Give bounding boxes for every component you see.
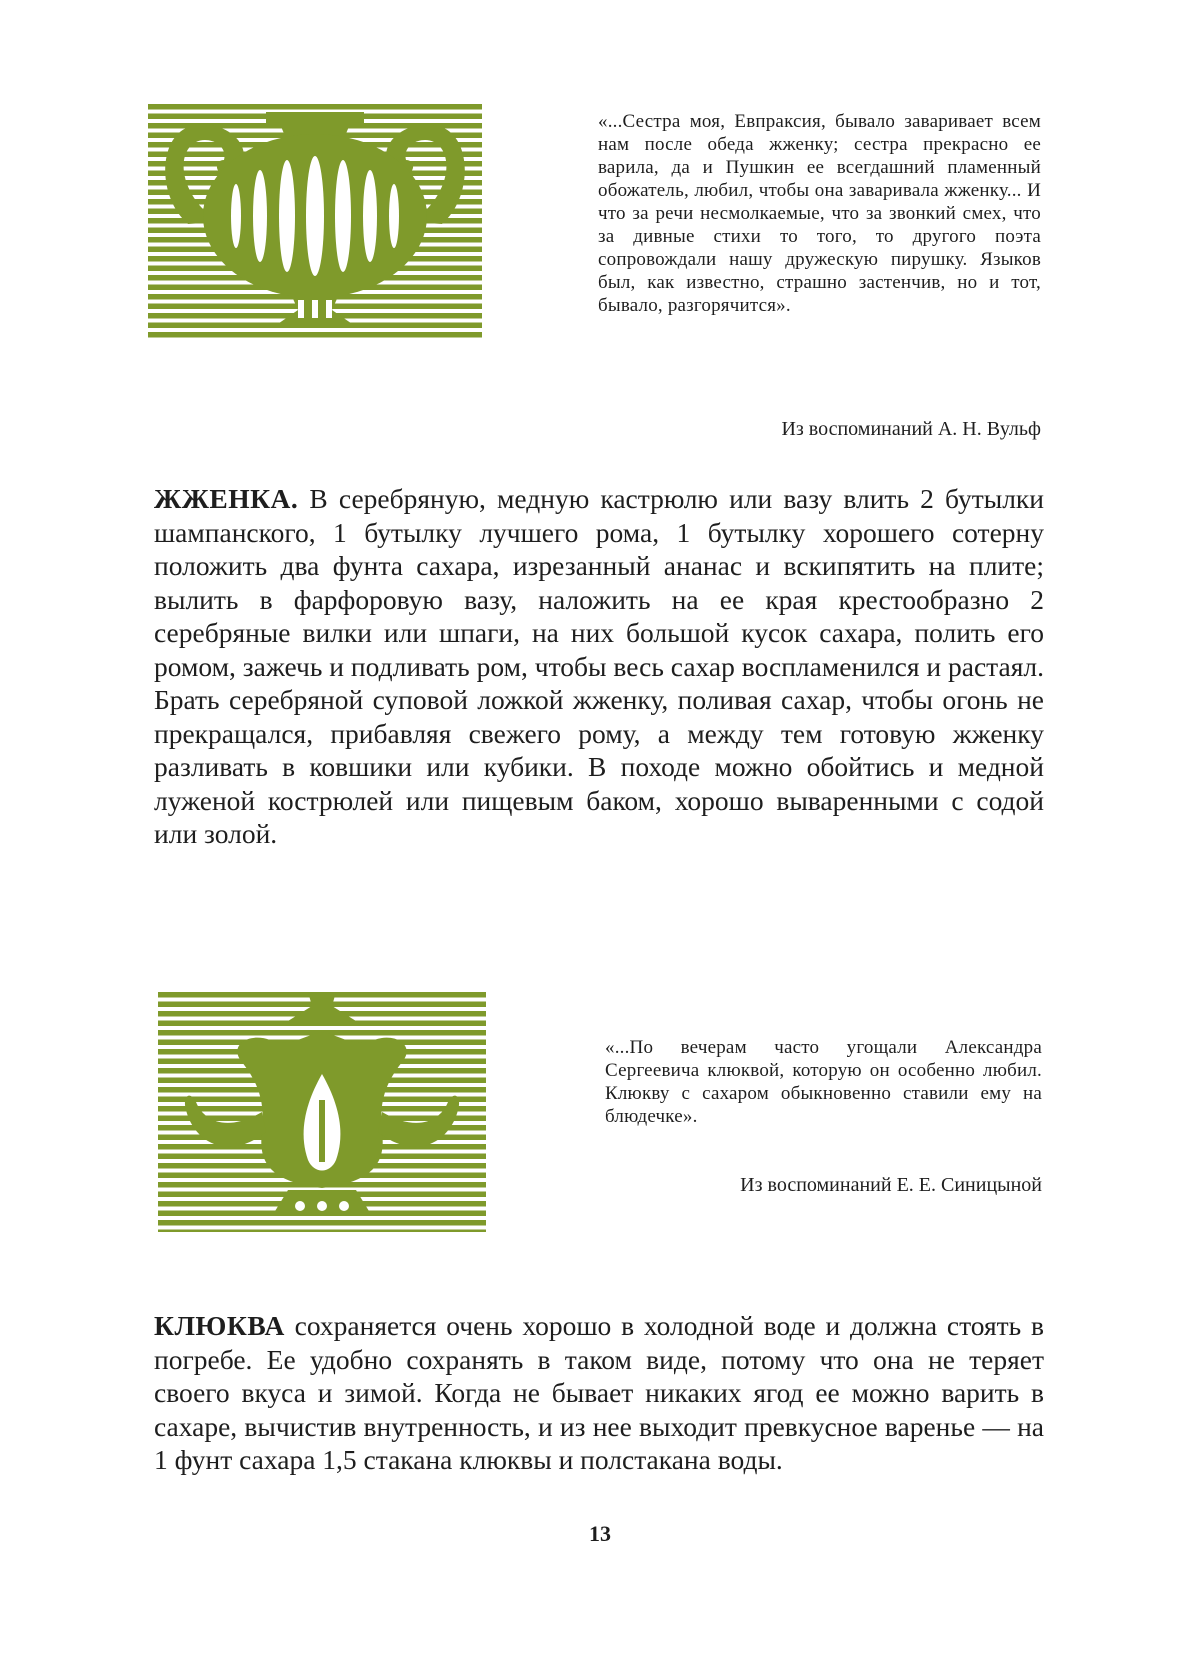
- quote-2: «...По вечерам часто угощали Александра Сергеевича клюквой, которую он особенно любил. Клюкву с сахаром обыкновенно ставили ему на блюдечке».: [605, 1036, 1042, 1128]
- recipe-text-klyukva: сохраняется очень хорошо в холодной воде и должна стоять в погребе. Ее удобно сохранять в таком виде, потому что она не теряет своего вкуса и зимой. Когда не бывает никаких ягод ее можно варить в сахаре, вычистив внутренность, и из нее выходит превкусное варенье — на 1 фунт сахара 1,5 стакана клюквы и полстакана воды.: [154, 1310, 1044, 1475]
- attribution-1: Из воспоминаний А. Н. Вульф: [598, 418, 1041, 441]
- quote-1: «...Сестра моя, Евпраксия, бывало заваривает всем нам после обеда жженку; сестра прекрасно ее варила, да и Пушкин ее всегдашний пламенный обожатель, любил, чтобы она заваривала жженку... И что за речи несмолкаемые, что за звонкий смех, что за дивные стихи то того, то другого поэта сопровождали нашу дружескую пирушку. Языков был, как известно, страшно застенчив, но и тот, бывало, разгорячится».: [598, 110, 1041, 317]
- recipe-klyukva: [154, 1309, 1044, 1477]
- urn-vase-icon: [148, 104, 482, 340]
- recipe-title-zhzhenka: ЖЖЕНКА.: [154, 483, 298, 514]
- recipe-title-klyukva: КЛЮКВА: [154, 1310, 285, 1341]
- attribution-2: Из воспоминаний Е. Е. Синицыной: [605, 1174, 1042, 1197]
- recipe-zhzhenka: [154, 482, 1044, 851]
- page-number: 13: [0, 1521, 1200, 1547]
- recipe-text-zhzhenka: В серебряную, медную кастрюлю или вазу влить 2 бутылки шампанского, 1 бутылку лучшего рома, 1 бутылку хорошего сотерну положить два фунта сахара, изрезанный ананас и вскипятить на плите; вылить в фарфоровую вазу, наложить на ее края крестообразно 2 серебряные вилки или шпаги, на них большой кусок сахара, полить его ромом, зажечь и подливать ром, чтобы весь сахар воспламенился и растаял. Брать серебряной суповой ложкой жженку, поливая сахар, чтобы огонь не прекращался, прибавляя свежего рому, а между тем готовую жженку разливать в ковшики или кубики. В походе можно обойтись и медной луженой кострюлей или пищевым баком, хорошо вываренными с содой или золой.: [154, 483, 1044, 849]
- lyre-vase-icon: [158, 992, 486, 1232]
